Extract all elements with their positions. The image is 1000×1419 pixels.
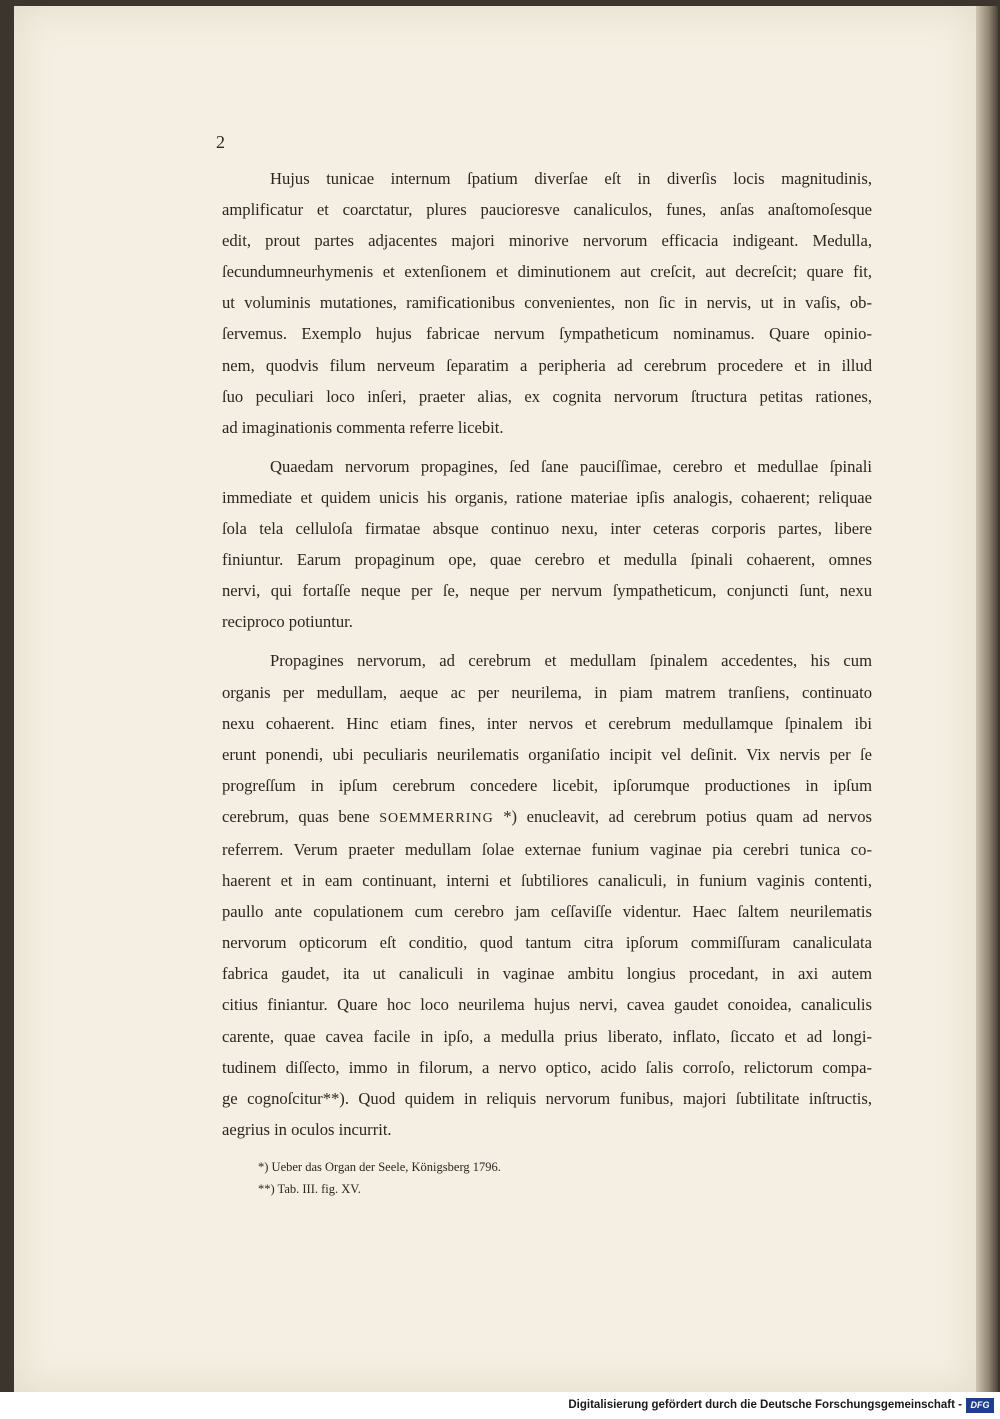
text-line: organis per medullam, aeque ac per neurilema, in piam matrem tranſiens, continuato <box>222 682 872 702</box>
text-line: progreſſum in ipſum cerebrum concedere licebit, ipſorumque productiones in ipſum <box>222 775 872 795</box>
text-line: nem, quodvis filum nerveum ſeparatim a peripheria ad cerebrum procedere et in illud <box>222 355 872 375</box>
text-line: ut voluminis mutationes, ramificationibus convenientes, non ſic in nervis, ut in vaſis, ob- <box>222 293 872 313</box>
body-text <box>222 163 872 1153</box>
footer-credit-text: Digitalisierung gefördert durch die Deutsche Forschungsgemeinschaft - <box>568 1399 962 1411</box>
text-line: Propagines nervorum, ad cerebrum et medullam ſpinalem accedentes, his cum <box>270 651 872 671</box>
dfg-logo: DFG <box>966 1398 994 1413</box>
text-line: carente, quae cavea facile in ipſo, a medulla prius liberato, inflato, ſiccato et ad longi- <box>222 1026 872 1046</box>
text-line: aegrius in oculos incurrit. <box>222 1119 392 1139</box>
text-line: ſervemus. Exemplo hujus fabricae nervum ſympatheticum nominamus. Quare opinio- <box>222 324 872 344</box>
text-line: nervorum opticorum eſt conditio, quod tantum citra ipſorum commiſſuram canaliculata <box>222 933 872 953</box>
text-line: ad imaginationis commenta referre licebit. <box>222 417 504 437</box>
text-line: paullo ante copulationem cum cerebro jam ceſſaviſſe videntur. Haec ſaltem neurilematis <box>222 902 872 922</box>
text-line: Quaedam nervorum propagines, ſed ſane pauciſſimae, cerebro et medullae ſpinali <box>270 456 872 476</box>
text-line: edit, prout partes adjacentes majori minorive nervorum efficacia indigeant. Medulla, <box>222 231 872 251</box>
author-name-smallcaps: SOEMMERRING <box>379 810 494 826</box>
text-line: haerent et in eam continuant, interni et ſubtiliores canaliculi, in funium vaginis contenti, <box>222 871 872 891</box>
text-line: Hujus tunicae internum ſpatium diverſae eſt in diverſis locis magnitudinis, <box>270 169 872 188</box>
footnotes <box>258 1156 501 1200</box>
paragraph-3 <box>222 645 872 1145</box>
text-line: ſola tela celluloſa firmatae absque continuo nexu, inter ceteras corporis partes, libere <box>222 519 872 539</box>
text-line: ſuo peculiari loco inſeri, praeter alias, ex cognita nervorum ſtructura petitas rationes, <box>222 386 872 406</box>
text-line: reciproco potiuntur. <box>222 612 353 632</box>
text-line: finiuntur. Earum propaginum ope, quae cerebro et medulla ſpinali cohaerent, omnes <box>222 550 872 570</box>
text-line: immediate et quidem unicis his organis, ratione materiae ipſis analogis, cohaerent; reliquae <box>222 487 872 507</box>
page-number: 2 <box>216 132 225 152</box>
footnote-1: *) Ueber das Organ der Seele, Königsberg 1796. <box>258 1160 501 1174</box>
footnote-2: **) Tab. III. fig. XV. <box>258 1182 361 1196</box>
text-line: ſecundumneurhymenis et extenſionem et diminutionem aut creſcit, aut decreſcit; quare fit, <box>222 262 872 282</box>
text-line: fabrica gaudet, ita ut canaliculi in vaginae ambitu longius procedant, in axi autem <box>222 964 872 984</box>
text-line: referrem. Verum praeter medullam ſolae externae funium vaginae pia cerebri tunica co- <box>222 839 872 859</box>
text-line: cerebrum, quas bene SOEMMERRING *) enucleavit, ad cerebrum potius quam ad nervos <box>222 806 872 826</box>
text-line: tudinem diſſecto, immo in filorum, a nervo optico, acido ſalis corroſo, relictorum compa- <box>222 1057 872 1077</box>
text-line: nervi, qui fortaſſe neque per ſe, neque per nervum ſympatheticum, conjuncti ſunt, nexu <box>222 581 872 601</box>
paragraph-2 <box>222 451 872 638</box>
text-line: citius finiantur. Quare hoc loco neurilema hujus nervi, cavea gaudet conoidea, canaliculis <box>222 995 872 1015</box>
text-line: nexu cohaerent. Hinc etiam fines, inter nervos et cerebrum medullamque ſpinalem ibi <box>222 713 872 733</box>
text-line: ge cognoſcitur**). Quod quidem in reliquis nervorum funibus, majori ſubtilitate inſtructis, <box>222 1088 872 1108</box>
page-edge <box>976 6 998 1392</box>
paragraph-1 <box>222 163 872 443</box>
text-line: amplificatur et coarctatur, plures paucioresve canaliculos, funes, anſas anaſtomoſesque <box>222 200 872 220</box>
text-line: erunt ponendi, ubi peculiaris neurilematis organiſatio incipit vel deſinit. Vix nervis per ſe <box>222 744 872 764</box>
